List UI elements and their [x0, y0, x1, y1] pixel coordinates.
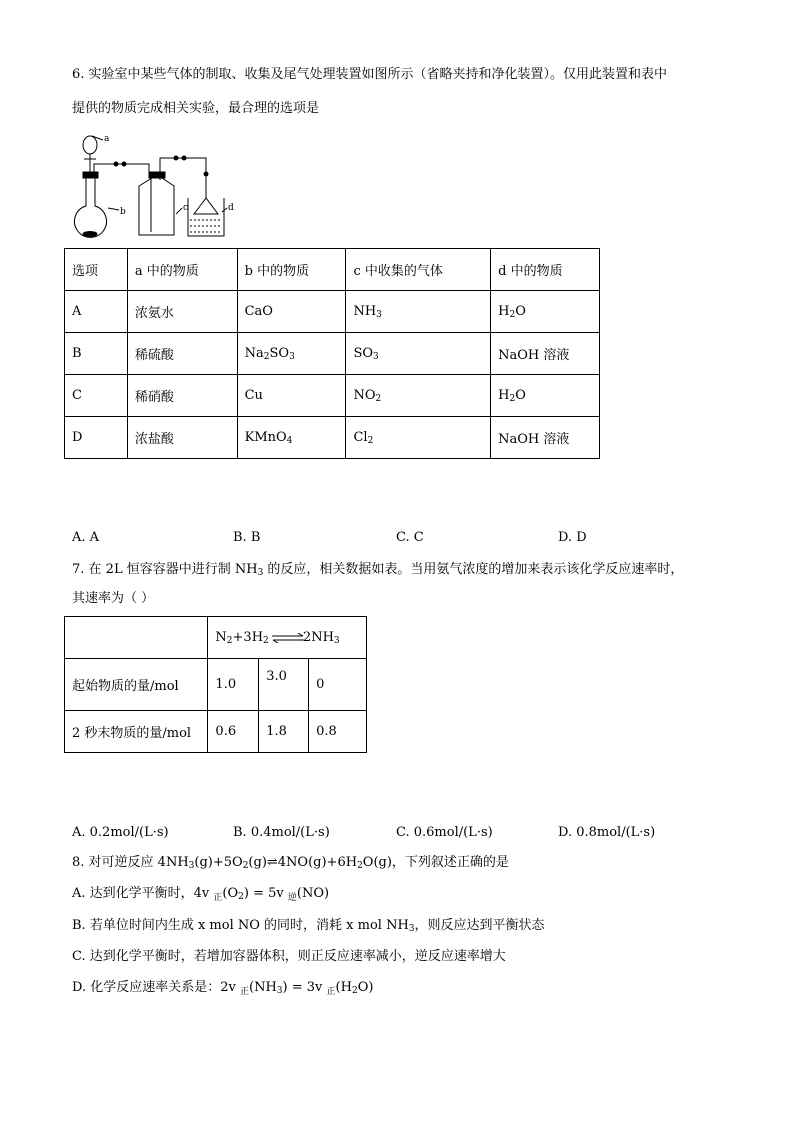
- label-c: c: [183, 203, 189, 213]
- table-cell: [65, 617, 208, 659]
- table-row: [65, 333, 600, 375]
- table-cell: NaOH 溶液: [491, 417, 600, 459]
- table-row: [65, 659, 367, 711]
- table-cell: $Na_2SO_3$: [237, 333, 346, 375]
- table-cell: 稀硫酸: [127, 333, 237, 375]
- header-cell: c 中收集的气体: [346, 249, 491, 291]
- table-cell: A: [65, 291, 128, 333]
- q8-option-d[interactable]: D. 化学反应速率关系是：2v $_正(NH_3) = 3v$ $_正(H_2O)$: [72, 980, 374, 997]
- q6-option-a[interactable]: A. A: [72, 530, 100, 545]
- table-cell: $SO_3$: [346, 333, 491, 375]
- q8-stem: 8. 对可逆反应 $4NH_3(g)+5O_2(g)\rightleftharpoons 4NO(g)+6H_2O(g)$，下列叙述正确的是: [72, 855, 509, 871]
- beaker-d: [188, 198, 224, 236]
- reaction-equation: $N_2+3H_2$ $2NH_3$: [208, 617, 367, 659]
- table-cell: C: [65, 375, 128, 417]
- q7-option-c[interactable]: C. 0.6mol/(L·s): [396, 825, 493, 840]
- table-header-row: [65, 249, 600, 291]
- funnel-a: [83, 136, 97, 154]
- label-b: b: [120, 207, 126, 217]
- table-cell: $NH_3$: [346, 291, 491, 333]
- table-cell: $NO_2$: [346, 375, 491, 417]
- q6-option-b[interactable]: B. B: [233, 530, 261, 545]
- table-cell: 0.6: [208, 711, 259, 753]
- table-cell: 0.8: [309, 711, 367, 753]
- table-cell: $H_2O$: [491, 375, 600, 417]
- table-cell: 稀硝酸: [127, 375, 237, 417]
- header-cell: b 中的物质: [237, 249, 346, 291]
- label-a: a: [104, 134, 110, 144]
- q6-option-d[interactable]: D. D: [558, 530, 587, 545]
- table-cell: 1.0: [208, 659, 259, 711]
- q7-table: [64, 616, 367, 753]
- table-header-row: [65, 617, 367, 659]
- table-row: [65, 291, 600, 333]
- header-cell: d 中的物质: [491, 249, 600, 291]
- table-row: [65, 711, 367, 753]
- q7-option-b[interactable]: B. 0.4mol/(L·s): [233, 825, 330, 840]
- q8-option-b[interactable]: B. 若单位时间内生成 x mol NO 的同时，消耗 x mol $NH_3$，则反应达到平衡状态: [72, 918, 545, 934]
- q8-option-c[interactable]: C. 达到化学平衡时，若增加容器体积，则正反应速率减小，逆反应速率增大: [72, 949, 506, 964]
- q7-option-a[interactable]: A. 0.2mol/(L·s): [72, 825, 169, 840]
- q7-option-d[interactable]: D. 0.8mol/(L·s): [558, 825, 656, 840]
- table-cell: 2 秒末物质的量/mol: [65, 711, 208, 753]
- q6-stem-line2: 提供的物质完成相关实验，最合理的选项是: [72, 101, 320, 116]
- table-cell: 浓盐酸: [127, 417, 237, 459]
- table-cell: 0: [309, 659, 367, 711]
- table-cell: 1.8: [259, 711, 309, 753]
- header-cell: 选项: [65, 249, 128, 291]
- table-cell: Cu: [237, 375, 346, 417]
- header-cell: a 中的物质: [127, 249, 237, 291]
- table-cell: NaOH 溶液: [491, 333, 600, 375]
- flask-b: [75, 178, 107, 237]
- label-d: d: [228, 203, 234, 213]
- table-cell: $H_2O$: [491, 291, 600, 333]
- table-cell: KMnO$_4$: [237, 417, 346, 459]
- table-row: [65, 417, 600, 459]
- table-cell: 3.0: [259, 659, 309, 711]
- q8-option-a[interactable]: A. 达到化学平衡时，4v $_正(O_2) = 5v$ $_逆$(NO): [72, 886, 330, 903]
- q6-stem-line1: 6. 实验室中某些气体的制取、收集及尾气处理装置如图所示（省略夹持和净化装置）。仅用此装置和表中: [72, 67, 668, 82]
- q6-option-c[interactable]: C. C: [396, 530, 424, 545]
- equilibrium-arrow-icon: [271, 633, 305, 643]
- q7-stem-line2: 其速率为（ ）: [72, 591, 155, 606]
- table-cell: 浓氨水: [127, 291, 237, 333]
- table-cell: B: [65, 333, 128, 375]
- table-cell: $Cl_2$: [346, 417, 491, 459]
- bottle-c: [139, 178, 174, 235]
- table-cell: D: [65, 417, 128, 459]
- q6-table: [64, 248, 600, 459]
- table-row: [65, 375, 600, 417]
- table-cell: 起始物质的量/mol: [65, 659, 208, 711]
- q7-stem-line1: 7. 在 2L 恒容容器中进行制 $NH_3$ 的反应，相关数据如表。当用氨气浓度的增加来表示该化学反应速率时，: [72, 562, 684, 578]
- table-cell: CaO: [237, 291, 346, 333]
- apparatus-diagram: [64, 128, 244, 244]
